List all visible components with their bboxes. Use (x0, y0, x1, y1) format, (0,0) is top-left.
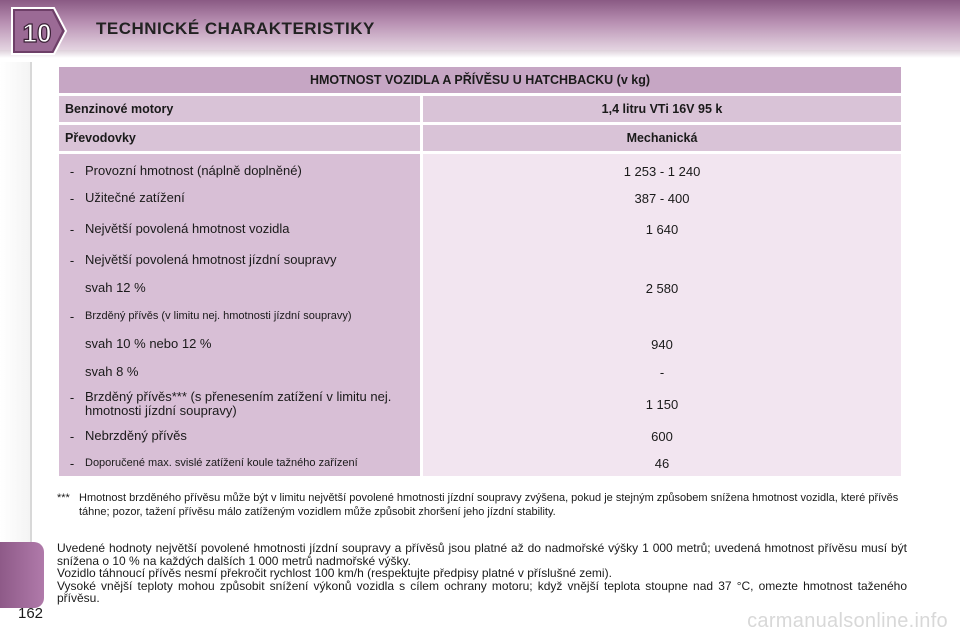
side-tab[interactable] (0, 458, 32, 503)
row-label: Nebrzděný přívěs (85, 428, 187, 443)
chapter-title: TECHNICKÉ CHARAKTERISTIKY (96, 19, 375, 38)
row-label: Provozní hmotnost (náplně doplněné) (85, 163, 302, 178)
row-label: svah 10 % nebo 12 % (85, 336, 212, 351)
side-tabs (0, 62, 40, 582)
footnote-mark: *** (57, 492, 70, 504)
row-value: 387 - 400 (634, 190, 690, 206)
chapter-badge-icon (6, 4, 68, 58)
side-tab[interactable] (0, 326, 32, 371)
side-tab[interactable] (0, 502, 32, 547)
row-value (423, 246, 901, 274)
side-tab[interactable] (0, 62, 32, 107)
table-row: - Nebrzděný přívěs (59, 422, 420, 450)
gearbox-value: Mechanická (423, 125, 901, 151)
table-row: - Brzděný přívěs*** (s přenesením zatížení v limitu nej. hmotnosti jízdní soupravy) (59, 386, 420, 422)
engine-value: 1,4 litru VTi 16V 95 k (423, 96, 901, 122)
table-row: - Největší povolená hmotnost jízdní soupravy (59, 246, 420, 274)
top-banner-shadow (0, 50, 960, 58)
row-value: 2 580 (645, 280, 679, 296)
table-title: HMOTNOST VOZIDLA A PŘÍVĚSU U HATCHBACKU (v kg) (59, 67, 901, 93)
row-label: svah 12 % (85, 280, 146, 295)
watermark: carmanualsonline.info (747, 610, 948, 632)
chapter-number: 10 (22, 18, 52, 48)
table-row: - Brzděný přívěs (v limitu nej. hmotnosti jízdní soupravy) (59, 302, 420, 330)
page-number: 162 (18, 605, 44, 622)
note-line: Uvedené hodnoty největší povolené hmotnosti jízdní soupravy a přívěsů jsou platné až do nadmořské výšky 1 000 metrů; uvedená hmotnost přívěsu musí být snížena o 10 % na každých dalších 1 000 metrů nadmořské výšky. (57, 541, 907, 568)
row-label: Brzděný přívěs*** (s přenesením zatížení v limitu nej. hmotnosti jízdní soupravy) (85, 389, 392, 418)
row-label: Užitečné zatížení (85, 190, 185, 205)
side-tab[interactable] (0, 238, 32, 283)
side-tab[interactable] (0, 150, 32, 195)
row-value: 1 253 - 1 240 (623, 163, 701, 179)
table-row: - Doporučené max. svislé zatížení koule tažného zařízení (59, 450, 420, 476)
side-tab[interactable] (0, 106, 32, 151)
row-label: Doporučené max. svislé zatížení koule tažného zařízení (85, 457, 358, 469)
table-row: - Největší povolená hmotnost vozidla (59, 212, 420, 246)
note-line: Vozidlo táhnoucí přívěs nesmí překročit rychlost 100 km/h (respektujte předpisy platné v příslušné zemi). (57, 566, 612, 580)
row-label: Největší povolená hmotnost vozidla (85, 221, 290, 236)
row-label: Brzděný přívěs (v limitu nej. hmotnosti jízdní soupravy) (85, 310, 352, 322)
row-label: svah 8 % (85, 364, 139, 379)
side-tab[interactable] (0, 414, 32, 459)
row-value: 46 (654, 455, 670, 471)
row-value (423, 302, 901, 330)
table-row: - Užitečné zatížení (59, 184, 420, 212)
side-tab[interactable] (0, 370, 32, 415)
row-value: 1 640 (645, 221, 679, 237)
row-value: - (659, 364, 665, 380)
row-value: 600 (651, 428, 673, 444)
table-row (59, 274, 420, 302)
table-row (59, 330, 420, 358)
side-tab-active[interactable] (0, 542, 44, 608)
note-line: Vysoké vnější teploty mohou způsobit snížení výkonů vozidla s cílem ochrany motoru; když vnější teplota stoupne nad 37 °C, omezte hmotnost taženého přívěsu. (57, 578, 907, 605)
row-value: 940 (651, 336, 673, 352)
notes-paragraph (57, 542, 907, 605)
gearbox-label: Převodovky (59, 125, 420, 151)
footnote (57, 491, 907, 519)
values-column (423, 154, 901, 476)
row-label: Největší povolená hmotnost jízdní soupravy (85, 252, 337, 267)
side-tab[interactable] (0, 194, 32, 239)
table-row (59, 358, 420, 386)
table-row: - Provozní hmotnost (náplně doplněné) (59, 158, 420, 184)
weight-table (56, 64, 904, 479)
footnote-text: Hmotnost brzděného přívěsu může být v limitu největší povolené hmotnosti jízdní soupravy zvýšena, pokud je stejným způsobem snížena hmotnost vozidla, které přívěs táhne; pozor, tažení přívěsu málo zatíženým vozidlem může způsobit zhoršení jeho jízdní stability. (79, 492, 899, 518)
labels-column (59, 154, 420, 476)
row-value: 1 150 (645, 396, 679, 412)
side-tab[interactable] (0, 282, 32, 327)
engine-label: Benzinové motory (59, 96, 420, 122)
